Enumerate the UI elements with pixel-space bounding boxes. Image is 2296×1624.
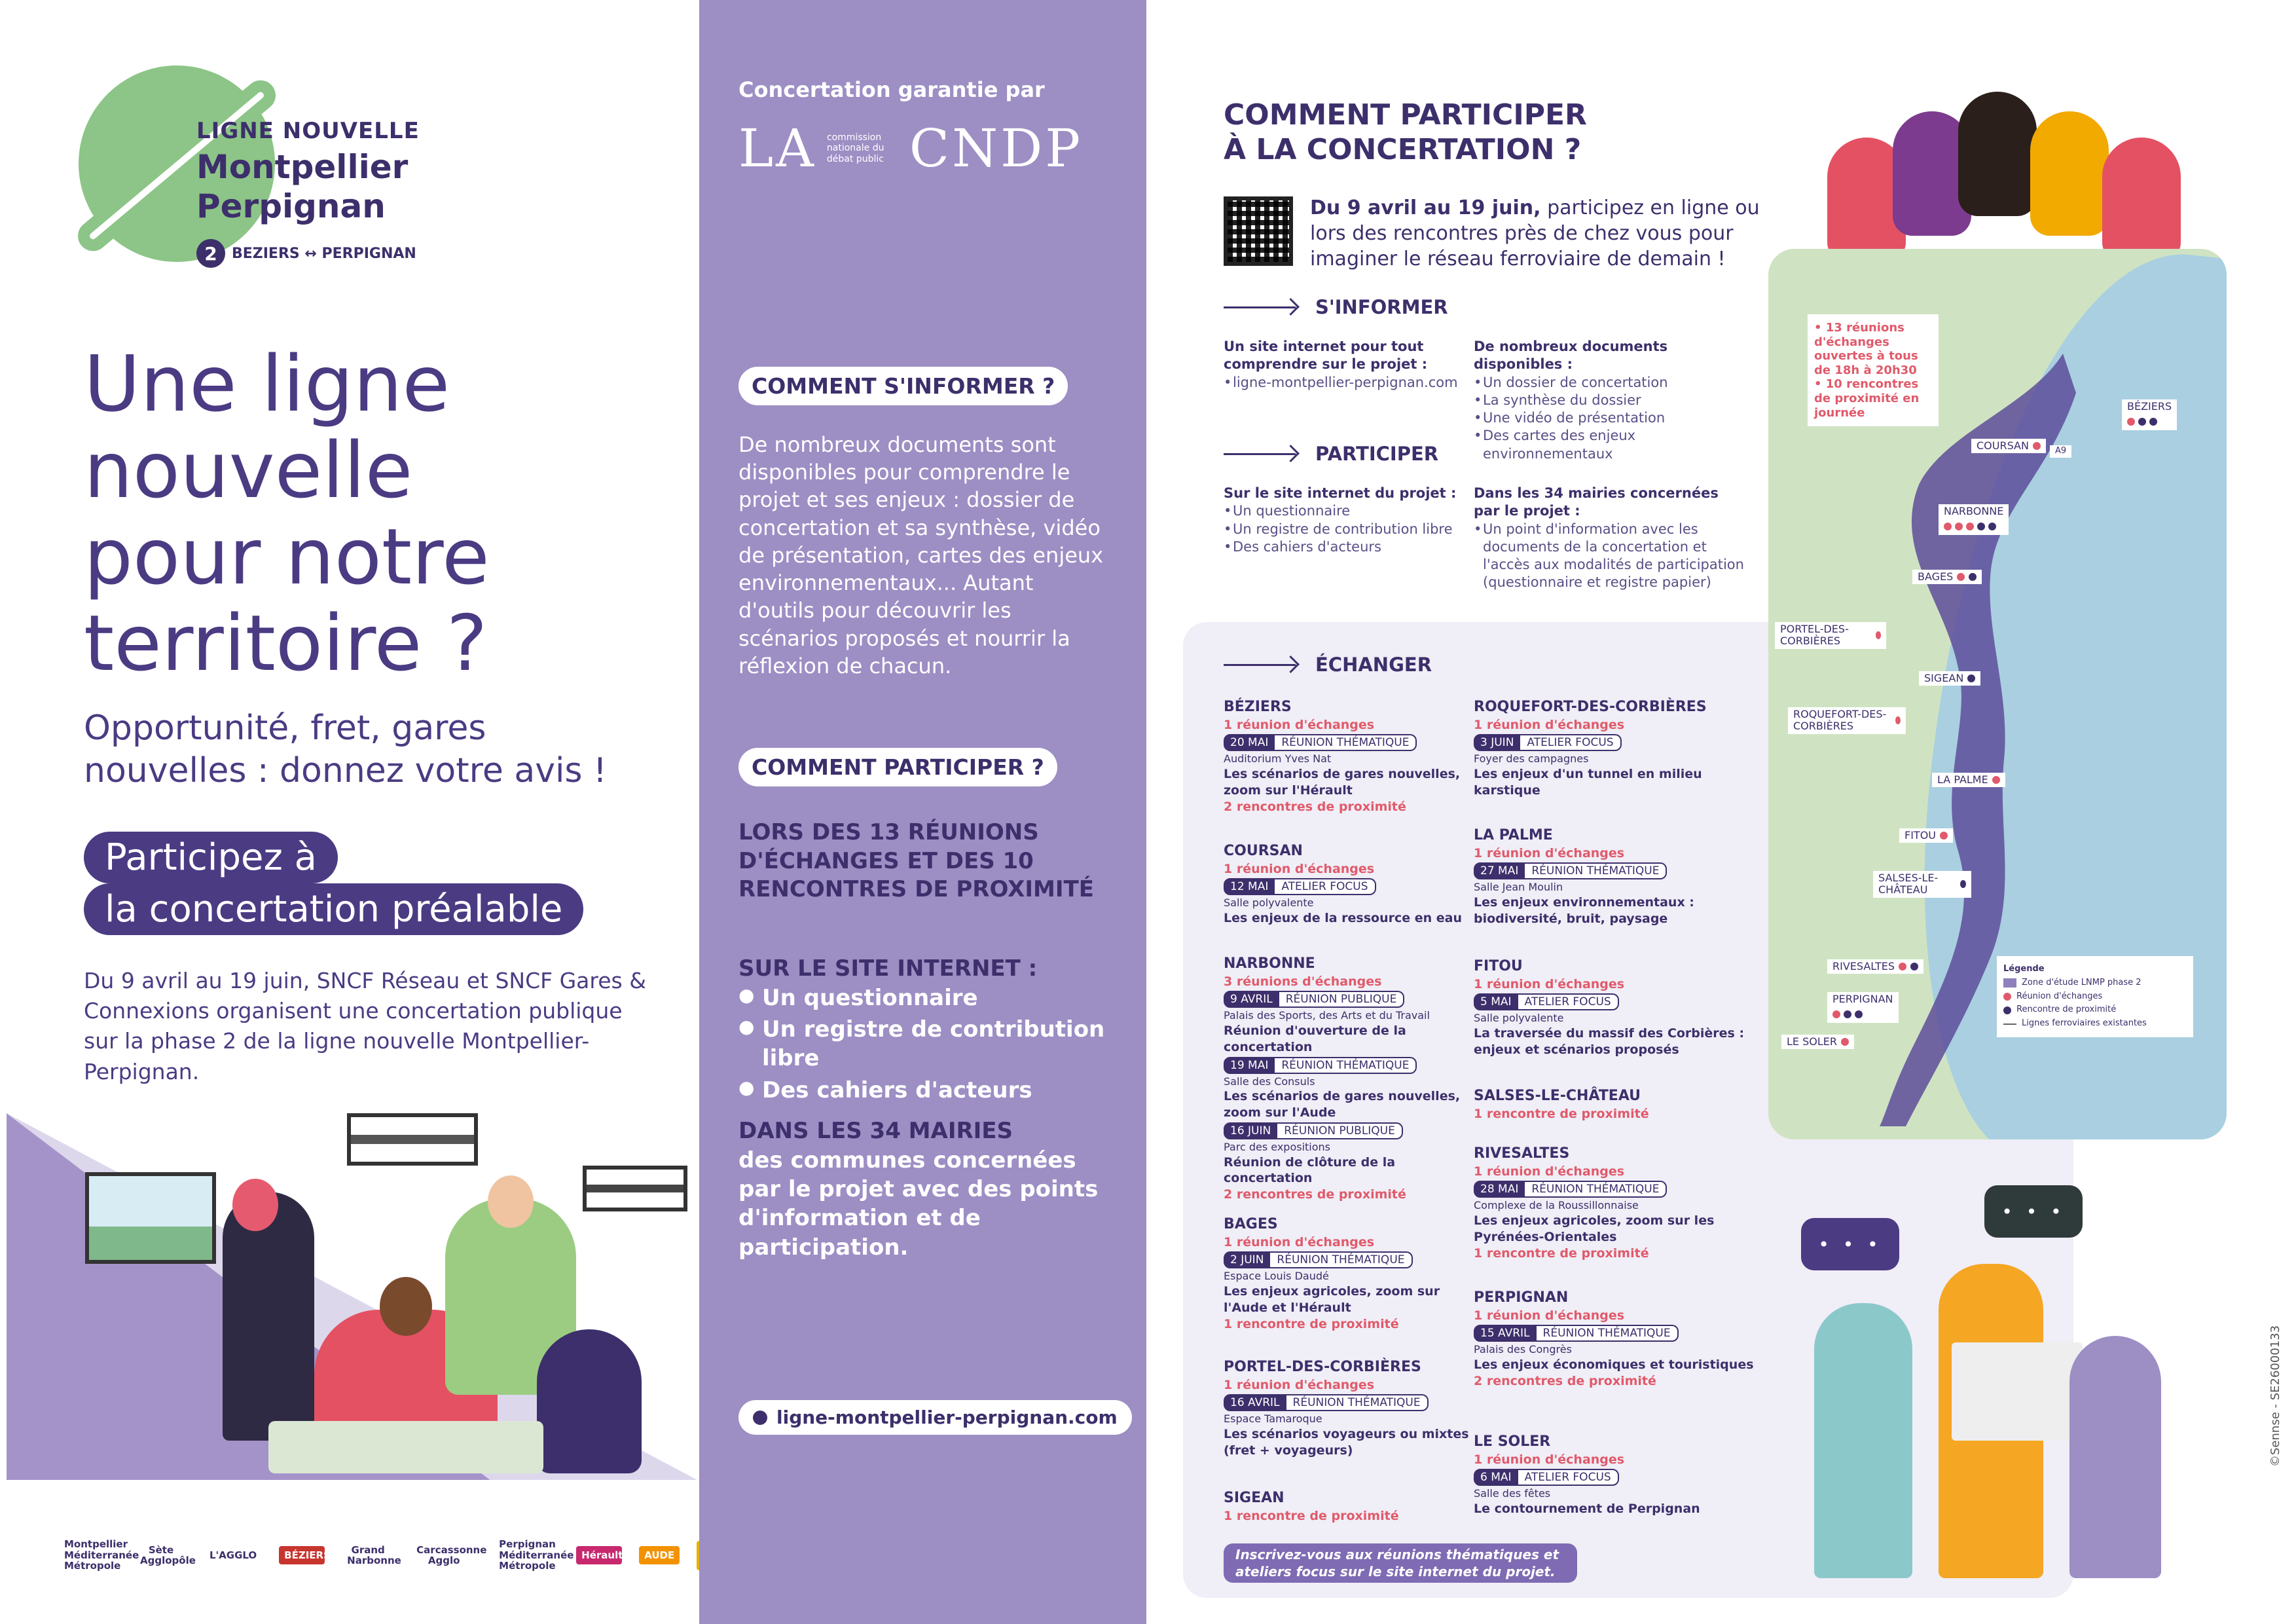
proximity-marker [1969,573,1977,581]
woman-headband-figure [537,1329,642,1473]
meeting-marker [2127,418,2135,426]
city-count: 1 réunion d'échanges [1474,1308,1625,1323]
event-type: RÉUNION PUBLIQUE [1279,991,1405,1008]
train-screen-image-2 [583,1166,687,1211]
informer-col-1-list [1224,374,1499,392]
credit-label: ©Sennse - SE26000133 [2269,1325,2282,1467]
event-type: RÉUNION THÉMATIQUE [1275,734,1417,751]
event-tag [1224,1057,1479,1074]
event-topic: Le contournement de Perpignan [1474,1502,1700,1517]
city-count: 1 réunion d'échanges [1474,976,1625,991]
event-type: RÉUNION PUBLIQUE [1277,1122,1403,1139]
map-label-text: BÉZIERS [2127,400,2172,413]
city-name: BÉZIERS [1224,699,1292,715]
city-count: 1 réunion d'échanges [1224,861,1375,876]
participer-heading [1224,443,1438,465]
legend-title: Légende [2003,964,2045,974]
map-label-rivesaltes [1827,959,1923,974]
map-label-text: LA PALME [1937,773,1988,786]
event-date: 19 MAI [1224,1057,1275,1074]
city-name: PORTEL-DES-CORBIÈRES [1224,1359,1421,1375]
event-venue: Salle polyvalente [1224,896,1314,910]
list-item: ● Un registre de contribution libre [738,1015,1105,1073]
logo-line-label: LIGNE NOUVELLE [196,118,420,144]
map-label-perpignan [1827,992,1899,1023]
list-item: • Des cahiers d'acteurs [1224,538,1499,556]
event-venue: Palais des Congrès [1474,1343,1572,1356]
proximity-marker [1910,963,1918,970]
partner-logo: Montpellier Méditerranée Métropole [64,1538,139,1572]
meeting-marker [1992,776,2000,784]
qr-code-icon[interactable] [1224,196,1293,266]
list-item: ● Des cahiers d'acteurs [738,1076,1105,1105]
event-type: RÉUNION THÉMATIQUE [1286,1394,1429,1411]
map-label-text: BAGES [1918,570,1954,583]
event-tag [1224,1122,1479,1139]
proximity-marker [1988,523,1996,530]
city-name: SALSES-LE-CHÂTEAU [1474,1088,1641,1104]
event-type: RÉUNION THÉMATIQUE [1270,1251,1412,1268]
city-name: FITOU [1474,958,1523,974]
map-label-narbonne [1939,504,2009,535]
map-label-text: SALSES-LE-CHÂTEAU [1878,872,1939,896]
city-proximity: 1 rencontre de proximité [1474,1246,1649,1261]
event-topic: Les enjeux économiques et touristiques [1474,1357,1754,1373]
intro-dates: Du 9 avril au 19 juin, [1310,196,1541,219]
event-date: 9 AVRIL [1224,991,1279,1008]
meeting-marker [1895,716,1901,724]
head-figure [2102,138,2181,262]
map-label-text: SIGEAN [1924,672,1964,684]
meeting-marker [1944,523,1952,530]
cndp-logo [738,118,1083,179]
event-topic: Les enjeux environnementaux : biodiversité, bruit, paysage [1474,895,1694,926]
legend-row [2003,1017,2187,1031]
reunions-heading: LORS DES 13 RÉUNIONS D'ÉCHANGES ET DES 10 RENCONTRES DE PROXIMITÉ [738,819,1094,903]
event-topic: Réunion de clôture de la concertation [1224,1154,1396,1186]
partner-logo: Grand Narbonne [347,1543,401,1566]
event-tag [1474,993,1755,1010]
event-date: 28 MAI [1474,1181,1525,1198]
event-topic: Les scénarios de gares nouvelles, zoom sur l'Hérault [1224,767,1461,798]
map-label-le-soler [1781,1035,1854,1049]
site-list [738,984,1105,1107]
city-block-la-palme [1474,826,1755,927]
map-label-beziers [2122,399,2177,430]
meetings-note-line-2: • 10 rencontres de proximité en journée [1814,377,1920,420]
event-venue: Salle polyvalente [1474,1012,1564,1025]
map-markers [1832,1009,1863,1021]
event-topic: Les enjeux agricoles, zoom sur l'Aude et l'Hérault [1224,1284,1440,1315]
meeting-marker [1832,1010,1840,1018]
event-venue: Parc des expositions [1224,1140,1331,1153]
partner-logo: AUDE [639,1546,680,1565]
city-count: 1 réunion d'échanges [1474,1164,1625,1179]
event-tag [1224,878,1479,895]
station-screen-image [85,1172,216,1264]
speech-bubble-icon: • • • [1984,1185,2083,1238]
event-topic: Les scénarios de gares nouvelles, zoom sur l'Aude [1224,1089,1461,1120]
legend-label: Lignes ferroviaires existantes [2022,1018,2147,1029]
city-block-rivesaltes [1474,1145,1755,1261]
event-topic: Les scénarios voyageurs ou mixtes (fret + voyageurs) [1224,1427,1469,1458]
table-map-figure [268,1421,543,1473]
city-count: 1 réunion d'échanges [1474,1452,1625,1467]
info-panel [699,0,1146,1624]
city-name: COURSAN [1224,843,1303,859]
event-tag [1474,734,1755,751]
city-block-portel [1224,1358,1479,1459]
informer-col-1 [1224,338,1499,392]
list-item: • Des cartes des enjeux environnementaux [1474,427,1749,463]
inform-pill: COMMENT S'INFORMER ? [738,367,1068,405]
legend-label: Zone d'étude LNMP phase 2 [2022,977,2141,987]
city-count: 1 réunion d'échanges [1474,717,1625,732]
city-block-roquefort [1474,698,1755,799]
cta-pill [84,832,594,935]
event-venue: Espace Tamaroque [1224,1412,1322,1426]
proximity-marker [1977,523,1985,530]
meetings-note [1808,314,1939,426]
event-date: 2 JUIN [1224,1251,1270,1268]
zone-swatch-icon [2003,978,2016,987]
event-venue: Salle des Consuls [1224,1075,1315,1088]
phase-number-badge: 2 [196,239,225,268]
map-markers [1944,521,1996,533]
city-block-salses [1474,1087,1755,1122]
event-type: RÉUNION THÉMATIQUE [1275,1057,1417,1074]
event-venue: Salle Jean Moulin [1474,881,1563,894]
event-venue: Foyer des campagnes [1474,752,1589,766]
participate-pill: COMMENT PARTICIPER ? [738,748,1057,786]
participer-title: PARTICIPER [1315,443,1439,465]
city-proximity: 1 rencontre de proximité [1224,1508,1399,1523]
legend-row [2003,990,2187,1004]
map-label-coursan [1971,439,2046,453]
map-label-text: A9 [2055,446,2067,456]
city-count: 1 réunion d'échanges [1224,1234,1375,1249]
city-name: LA PALME [1474,827,1553,843]
event-topic: Les enjeux de la ressource en eau [1224,911,1463,926]
bullet-icon [753,1411,767,1425]
map-label-fitou [1899,828,1953,843]
city-name: RIVESALTES [1474,1145,1570,1162]
pregnant-woman-figure [1814,1303,1912,1578]
logo-city-1: Montpellier [196,148,409,186]
event-type: ATELIER FOCUS [1275,878,1376,895]
website-url: ligne-montpellier-perpignan.com [776,1407,1118,1428]
project-logo [52,39,445,288]
partner-logo: Sète Agglopôle [140,1543,196,1566]
website-link[interactable] [738,1400,1132,1435]
partner-logo: Hérault [576,1546,622,1565]
arrow-right-icon [1224,453,1296,455]
event-topic: Les enjeux d'un tunnel en milieu karstique [1474,767,1702,798]
event-topic: Les enjeux agricoles, zoom sur les Pyrénées-Orientales [1474,1213,1715,1244]
event-date: 5 MAI [1474,993,1518,1010]
event-venue: Palais des Sports, des Arts et du Travail [1224,1009,1430,1022]
participer-col-1-list [1224,502,1499,556]
mairies-heading: DANS LES 34 MAIRIES [738,1118,1013,1144]
event-type: ATELIER FOCUS [1518,1469,1619,1486]
proximity-marker [1844,1010,1851,1018]
list-item: • Un questionnaire [1224,502,1499,520]
meetings-note-line-1: • 13 réunions d'échanges ouvertes à tous de 18h à 20h30 [1814,321,1918,377]
meeting-marker [2033,442,2041,450]
meeting-marker [1876,631,1882,639]
title-line-1: COMMENT PARTICIPER [1224,98,1587,132]
list-item: • Un point d'information avec les documents de la concertation et l'accès aux modalités de participation (questionnaire et registre papier) [1474,521,1749,592]
city-proximity: 2 rencontres de proximité [1224,799,1406,814]
head-figure [1958,92,2037,216]
meeting-marker [1841,1038,1849,1046]
city-proximity: 2 rencontres de proximité [1474,1373,1656,1388]
intro-rest: participez en ligne ou lors des rencontres près de chez vous pour imaginer le réseau ferroviaire de demain ! [1310,196,1760,270]
event-tag [1224,1251,1479,1268]
event-date: 12 MAI [1224,878,1275,895]
garant-label: Concertation garantie par [738,77,1045,102]
woman-head-figure [232,1179,278,1231]
map-label-sigean [1919,671,1980,686]
informer-col-1-lead: Un site internet pour tout comprendre sur le projet : [1224,339,1428,373]
mairies-body: des communes concernées par le projet avec des points d'information et de participation. [738,1147,1099,1261]
event-tag [1474,862,1755,879]
event-date: 15 AVRIL [1474,1325,1537,1342]
event-type: RÉUNION THÉMATIQUE [1537,1325,1679,1342]
event-tag [1474,1181,1755,1198]
list-item: • Un registre de contribution libre [1224,521,1499,538]
phase-route-label: BEZIERS ↔ PERPIGNAN [232,245,416,262]
city-block-fitou [1474,957,1755,1058]
map-label-text: COURSAN [1977,439,2029,452]
map-label-text: FITOU [1904,829,1936,841]
map-label-a9 [2050,445,2071,458]
list-item: ● Un questionnaire [738,984,1105,1012]
list-item[interactable]: • ligne-montpellier-perpignan.com [1224,374,1499,392]
city-block-coursan [1224,842,1479,927]
proximity-marker [1855,1010,1863,1018]
event-type: ATELIER FOCUS [1518,993,1619,1010]
legend-row [2003,976,2187,990]
map-paper-figure [1952,1342,2083,1441]
event-tag [1224,991,1479,1008]
map-label-bages [1912,570,1982,584]
cta-line-2: la concertation préalable [84,883,583,935]
informer-col-2-list [1474,374,1749,463]
partner-logo: Perpignan Méditerranée Métropole [499,1538,574,1572]
hero-title: Une ligne nouvelle pour notre territoire ? [84,339,490,689]
city-proximity: 2 rencontres de proximité [1224,1187,1406,1202]
legend-row [2003,1003,2187,1017]
proximity-swatch-icon [2003,1006,2011,1014]
city-count: 1 réunion d'échanges [1224,1377,1375,1392]
participer-col-2-lead: Dans les 34 mairies concernées par le projet : [1474,485,1719,519]
train-screen-image [347,1113,478,1166]
city-count: 1 réunion d'échanges [1224,717,1375,732]
city-proximity: 1 rencontre de proximité [1224,1316,1399,1331]
map-label-salses [1873,871,1971,898]
event-tag [1474,1469,1755,1486]
man-head-figure [380,1277,432,1336]
event-date: 16 AVRIL [1224,1394,1286,1411]
event-date: 20 MAI [1224,734,1275,751]
meeting-marker [1899,963,1906,970]
map-label-portel [1775,622,1886,649]
city-name: ROQUEFORT-DES-CORBIÈRES [1474,699,1707,715]
city-name: BAGES [1224,1216,1278,1232]
event-topic: Réunion d'ouverture de la concertation [1224,1024,1406,1054]
event-type: RÉUNION THÉMATIQUE [1525,1181,1667,1198]
discussion-illustration [1788,1185,2207,1604]
participate-title [1224,98,1587,168]
cndp-subtitle: commission nationale du débat public [826,132,884,164]
elderly-woman-figure [2069,1336,2161,1578]
proximity-marker [2138,418,2146,426]
participer-col-2 [1474,485,1749,592]
registration-note: Inscrivez-vous aux réunions thématiques et ateliers focus sur le site internet du projet. [1224,1543,1577,1583]
map-label-text: PERPIGNAN [1832,993,1893,1005]
city-block-le-soler [1474,1433,1755,1517]
participer-col-1 [1224,485,1499,556]
legend-label: Réunion d'échanges [2016,991,2103,1001]
event-type: RÉUNION THÉMATIQUE [1525,862,1667,879]
informer-col-2 [1474,338,1749,463]
informer-title: S'INFORMER [1315,296,1448,318]
event-venue: Auditorium Yves Nat [1224,752,1332,766]
event-tag [1224,1394,1479,1411]
head-figure [2030,111,2109,236]
city-proximity: 1 rencontre de proximité [1474,1106,1649,1121]
man-green-head-figure [488,1175,534,1228]
map-label-text: PORTEL-DES-CORBIÈRES [1780,623,1849,648]
city-block-sigean [1224,1489,1479,1524]
informer-heading [1224,296,1448,318]
event-tag [1474,1325,1755,1342]
meeting-marker [1955,523,1963,530]
logo-phase [196,239,416,268]
event-tag [1224,734,1479,751]
event-date: 27 MAI [1474,862,1525,879]
event-date: 3 JUIN [1474,734,1520,751]
hero-subtitle: Opportunité, fret, gares nouvelles : donnez votre avis ! [84,709,607,790]
participate-intro [1310,195,1781,272]
partner-logo: L'AGGLO [210,1549,257,1561]
map-label-text: LE SOLER [1787,1035,1837,1048]
city-name: NARBONNE [1224,955,1315,972]
map-markers [2127,416,2157,428]
logo-city-2: Perpignan [196,187,386,225]
event-topic: La traversée du massif des Corbières : enjeux et scénarios proposés [1474,1026,1745,1057]
partner-logo: Carcassonne Agglo [416,1543,487,1566]
site-heading: SUR LE SITE INTERNET : [738,955,1038,982]
city-block-bages [1224,1215,1479,1332]
partner-logo: BÉZIERS [279,1546,325,1565]
cndp-acronym: CNDP [909,118,1084,179]
proximity-marker [1960,880,1966,888]
city-block-narbonne [1224,955,1479,1203]
title-line-2: À LA CONCERTATION ? [1224,132,1582,166]
list-item: • Une vidéo de présentation [1474,409,1749,427]
city-name: SIGEAN [1224,1490,1285,1506]
woman-speaking-figure [223,1192,314,1441]
list-item: • La synthèse du dossier [1474,392,1749,409]
meeting-marker [1940,832,1948,840]
rail-line-swatch-icon [2003,1024,2016,1025]
proximity-marker [2149,418,2157,426]
cndp-la: LA [738,118,816,179]
legend-label: Rencontre de proximité [2016,1005,2117,1015]
city-name: LE SOLER [1474,1433,1551,1450]
informer-col-2-lead: De nombreux documents disponibles : [1474,339,1668,373]
map-legend [1997,956,2193,1037]
map-label-roquefort [1788,707,1906,734]
echanger-heading [1224,654,1432,676]
map-label-text: ROQUEFORT-DES-CORBIÈRES [1793,708,1887,733]
inform-text: De nombreux documents sont disponibles pour comprendre le projet et ses enjeux : dossier de concertation et sa synthèse, vidéo de présentation, cartes des enjeux environnementaux... Autant d'outils pour découvrir les scénarios proposés et nourrir la réflexion de chacun. [738,432,1104,678]
meeting-marker [1957,573,1965,581]
speech-bubble-icon: • • • [1801,1218,1899,1270]
city-name: PERPIGNAN [1474,1289,1569,1306]
arrow-right-icon [1224,306,1296,308]
event-date: 6 MAI [1474,1469,1518,1486]
map-label-text: NARBONNE [1944,505,2004,517]
map-label-text: RIVESALTES [1832,960,1895,972]
arrow-right-icon [1224,664,1296,666]
list-item: • Un dossier de concertation [1474,374,1749,392]
event-venue: Complexe de la Roussillonnaise [1474,1199,1639,1212]
intro-text: Du 9 avril au 19 juin, SNCF Réseau et SNCF Gares & Connexions organisent une concertation publique sur la phase 2 de la ligne nouvelle Montpellier-Perpignan. [84,968,646,1084]
cta-line-1: Participez à [84,832,338,883]
meeting-marker [1966,523,1974,530]
city-count: 1 réunion d'échanges [1474,845,1625,860]
city-block-perpignan [1474,1289,1755,1390]
meeting-illustration [7,1113,697,1480]
event-venue: Salle des fêtes [1474,1487,1551,1500]
cover-panel [0,0,699,1624]
participer-col-1-lead: Sur le site internet du projet : [1224,485,1457,501]
event-type: ATELIER FOCUS [1520,734,1621,751]
city-count: 3 réunions d'échanges [1224,974,1382,989]
map-label-la-palme [1932,773,2005,787]
echanger-title: ÉCHANGER [1315,654,1432,676]
event-date: 16 JUIN [1224,1122,1277,1139]
participate-panel [1146,0,2296,1624]
city-block-beziers [1224,698,1479,815]
meeting-swatch-icon [2003,993,2011,1001]
participer-col-2-list [1474,521,1749,592]
event-venue: Espace Louis Daudé [1224,1270,1329,1283]
proximity-marker [1967,674,1975,682]
